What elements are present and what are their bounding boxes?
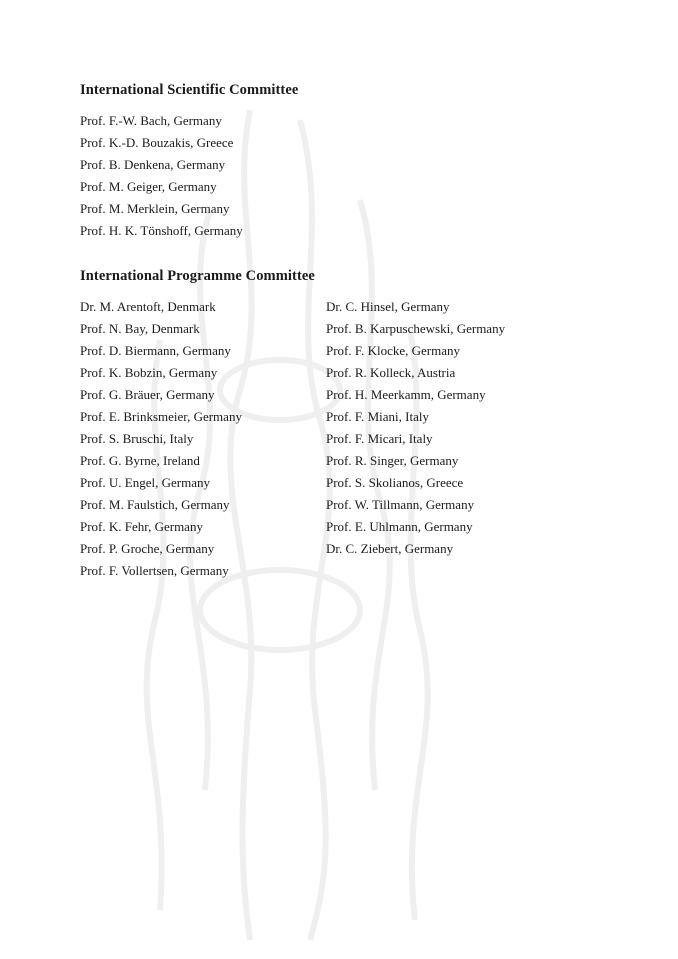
list-item: Prof. U. Engel, Germany (80, 475, 210, 490)
list-item: Prof. B. Denkena, Germany (80, 157, 226, 172)
list-item: Dr. M. Arentoft, Denmark (80, 299, 216, 314)
list-item: Prof. M. Geiger, Germany (80, 179, 217, 194)
list-item: Prof. B. Karpuschewski, Germany (326, 321, 506, 336)
list-item: Prof. F. Miani, Italy (326, 409, 429, 424)
scientific-committee-title: International Scientific Committee (80, 82, 299, 98)
list-item: Prof. G. Bräuer, Germany (80, 387, 215, 402)
list-item: Prof. P. Groche, Germany (80, 541, 215, 556)
list-item: Prof. W. Tillmann, Germany (326, 497, 475, 512)
list-item: Prof. F. Klocke, Germany (326, 343, 460, 358)
list-item: Dr. C. Hinsel, Germany (326, 299, 450, 314)
list-item: Prof. F.-W. Bach, Germany (80, 113, 222, 128)
list-item: Prof. E. Uhlmann, Germany (326, 519, 473, 534)
list-item: Prof. R. Singer, Germany (326, 453, 459, 468)
list-item: Prof. K. Fehr, Germany (80, 519, 203, 534)
list-item: Prof. D. Biermann, Germany (80, 343, 231, 358)
list-item: Prof. K. Bobzin, Germany (80, 365, 218, 380)
list-item: Prof. E. Brinksmeier, Germany (80, 409, 242, 424)
scientific-committee-list (80, 110, 243, 242)
list-item: Prof. F. Vollertsen, Germany (80, 563, 229, 578)
list-item: Prof. M. Merklein, Germany (80, 201, 230, 216)
list-item: Prof. H. K. Tönshoff, Germany (80, 223, 243, 238)
list-item: Dr. C. Ziebert, Germany (326, 541, 454, 556)
list-item: Prof. K.-D. Bouzakis, Greece (80, 135, 234, 150)
list-item: Prof. F. Micari, Italy (326, 431, 433, 446)
list-item: Prof. G. Byrne, Ireland (80, 453, 200, 468)
programme-committee-left-column (80, 296, 242, 582)
list-item: Prof. N. Bay, Denmark (80, 321, 200, 336)
list-item: Prof. S. Skolianos, Greece (326, 475, 464, 490)
list-item: Prof. S. Bruschi, Italy (80, 431, 194, 446)
list-item: Prof. M. Faulstich, Germany (80, 497, 230, 512)
list-item: Prof. H. Meerkamm, Germany (326, 387, 486, 402)
programme-committee-right-column (326, 296, 505, 560)
list-item: Prof. R. Kolleck, Austria (326, 365, 456, 380)
programme-committee-title: International Programme Committee (80, 268, 315, 284)
